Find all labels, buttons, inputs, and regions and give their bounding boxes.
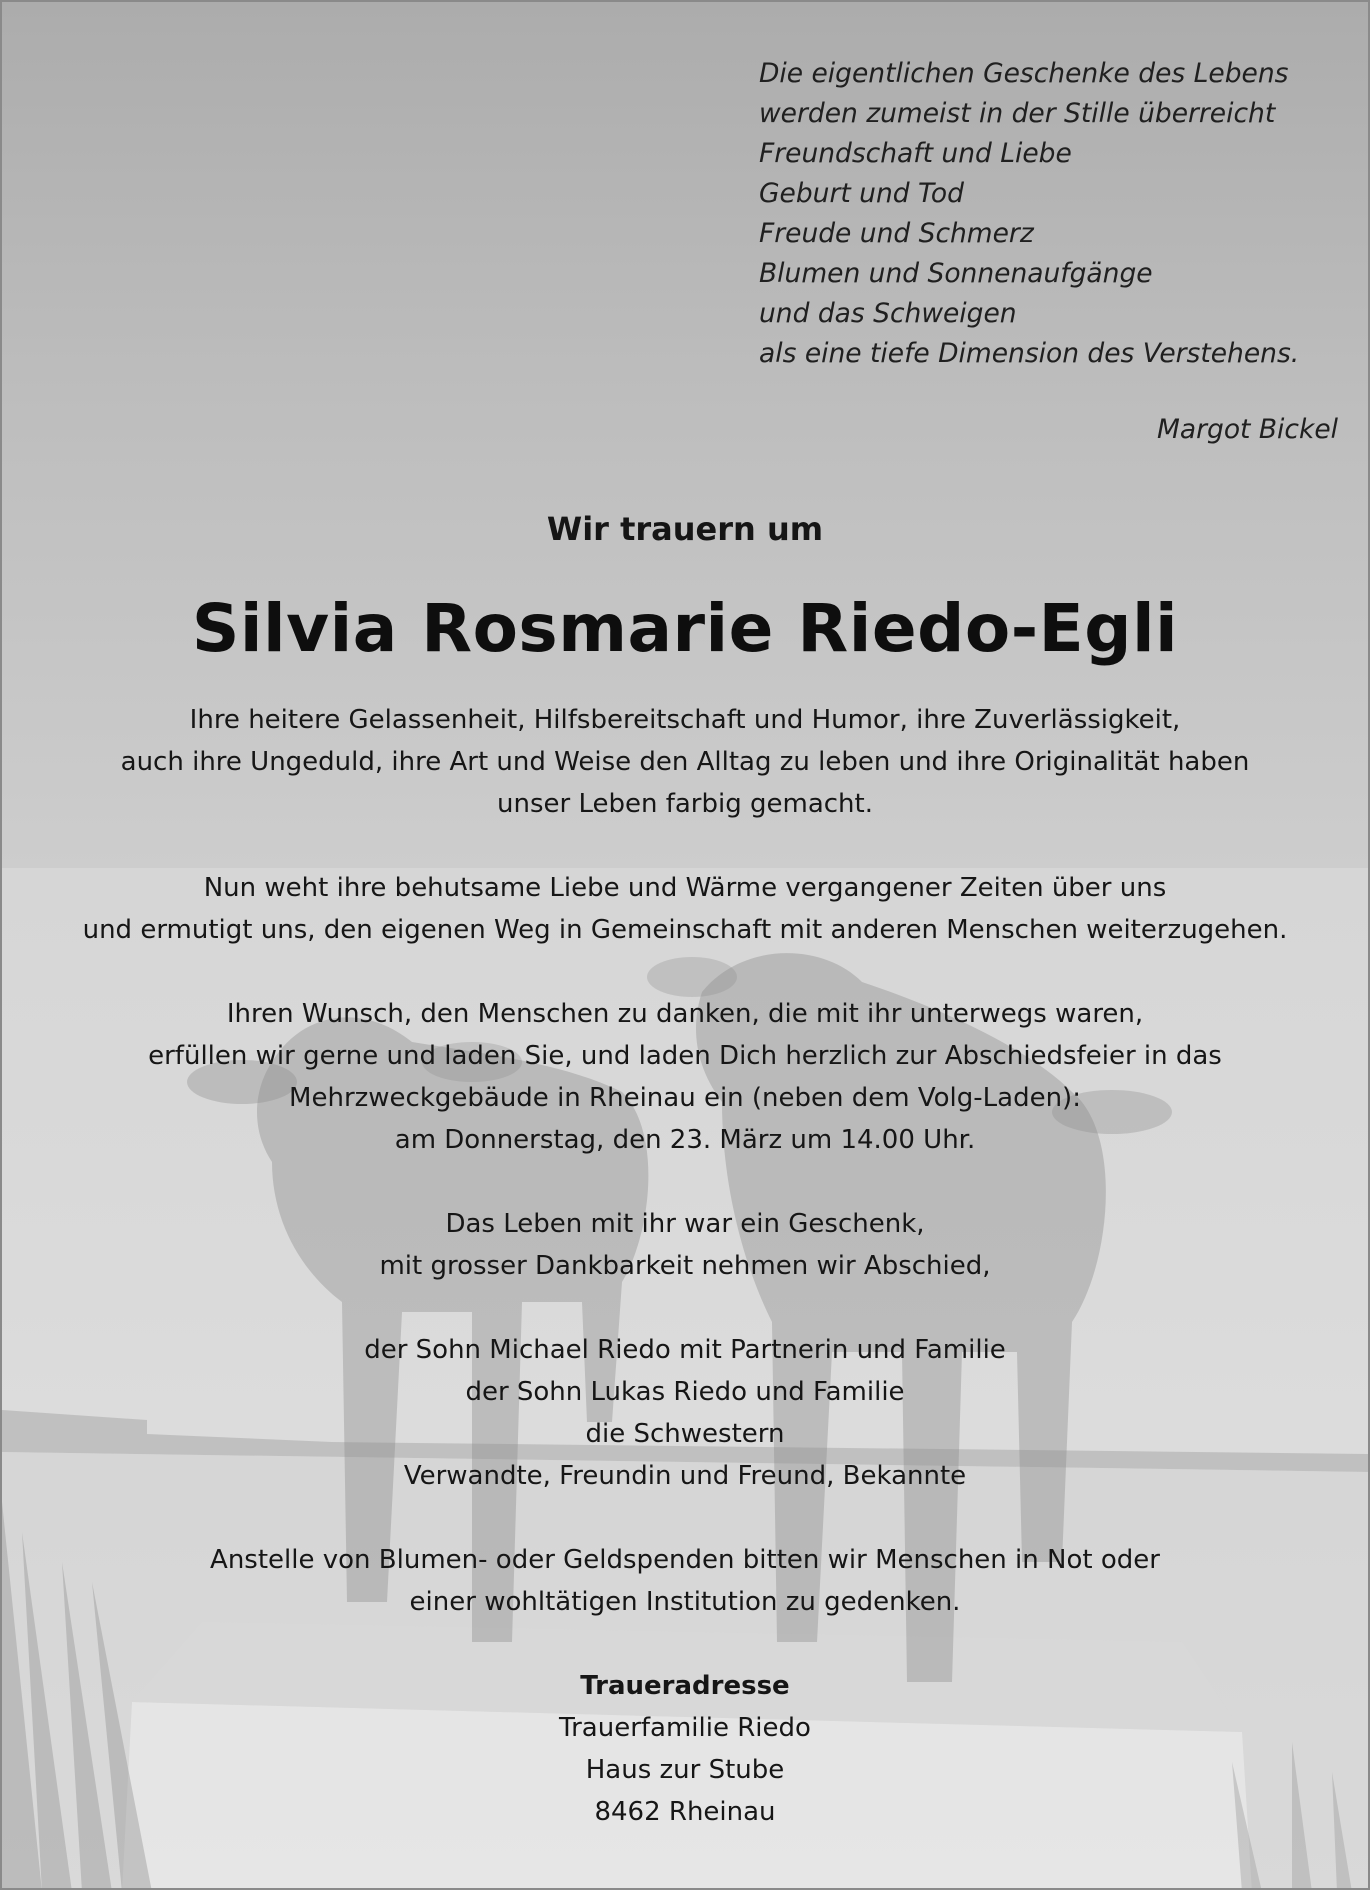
poem-line: Freude und Schmerz xyxy=(759,218,1034,249)
deceased-name: Silvia Rosmarie Riedo-Egli xyxy=(191,590,1179,667)
poem-line: Freundschaft und Liebe xyxy=(759,138,1072,169)
farewell-paragraph xyxy=(2,1203,1368,1287)
mourning-intro: Wir trauern um xyxy=(546,510,824,548)
poem-line: als eine tiefe Dimension des Verstehens. xyxy=(759,338,1300,369)
address-line: Haus zur Stube xyxy=(585,1755,785,1785)
text-line: unser Leben farbig gemacht. xyxy=(497,789,873,819)
notice-content xyxy=(2,2,1368,1888)
poem-block xyxy=(759,54,1349,374)
mourners-list xyxy=(2,1329,1368,1497)
text-line: Nun weht ihre behutsame Liebe und Wärme vergangener Zeiten über uns xyxy=(203,873,1167,903)
text-line: Ihren Wunsch, den Menschen zu danken, die mit ihr unterwegs waren, xyxy=(226,999,1144,1029)
tribute-paragraph xyxy=(2,699,1368,825)
address-line: 8462 Rheinau xyxy=(594,1797,776,1827)
text-line: einer wohltätigen Institution zu gedenken. xyxy=(409,1587,961,1617)
legacy-paragraph xyxy=(2,867,1368,951)
invitation-paragraph xyxy=(2,993,1368,1161)
poem-author: Margot Bickel xyxy=(1157,414,1338,445)
mourning-address xyxy=(2,1665,1368,1833)
text-line: Mehrzweckgebäude in Rheinau ein (neben dem Volg-Laden): xyxy=(289,1083,1081,1113)
ceremony-date: am Donnerstag, den 23. März um 14.00 Uhr. xyxy=(394,1125,976,1155)
mourner: die Schwestern xyxy=(585,1419,785,1449)
notice-body xyxy=(2,699,1368,1833)
poem-line: Blumen und Sonnenaufgänge xyxy=(759,258,1153,289)
address-line: Trauerfamilie Riedo xyxy=(559,1713,811,1743)
text-line: und ermutigt uns, den eigenen Weg in Gemeinschaft mit anderen Menschen weiterzugehen. xyxy=(82,915,1288,945)
poem-line: werden zumeist in der Stille überreicht xyxy=(759,98,1276,129)
poem-line: und das Schweigen xyxy=(759,298,1017,329)
poem-line: Die eigentlichen Geschenke des Lebens xyxy=(759,58,1289,89)
text-line: Anstelle von Blumen- oder Geldspenden bitten wir Menschen in Not oder xyxy=(210,1545,1160,1575)
donation-note xyxy=(2,1539,1368,1623)
poem-line: Geburt und Tod xyxy=(759,178,964,209)
text-line: mit grosser Dankbarkeit nehmen wir Abschied, xyxy=(379,1251,991,1281)
mourner: Verwandte, Freundin und Freund, Bekannte xyxy=(403,1461,967,1491)
text-line: Ihre heitere Gelassenheit, Hilfsbereitschaft und Humor, ihre Zuverlässigkeit, xyxy=(189,705,1181,735)
mourner: der Sohn Lukas Riedo und Familie xyxy=(465,1377,905,1407)
text-line: erfüllen wir gerne und laden Sie, und laden Dich herzlich zur Abschiedsfeier in das xyxy=(148,1041,1222,1071)
address-heading: Traueradresse xyxy=(580,1671,790,1701)
text-line: auch ihre Ungeduld, ihre Art und Weise den Alltag zu leben und ihre Originalität haben xyxy=(120,747,1250,777)
mourner: der Sohn Michael Riedo mit Partnerin und Familie xyxy=(364,1335,1006,1365)
text-line: Das Leben mit ihr war ein Geschenk, xyxy=(445,1209,925,1239)
